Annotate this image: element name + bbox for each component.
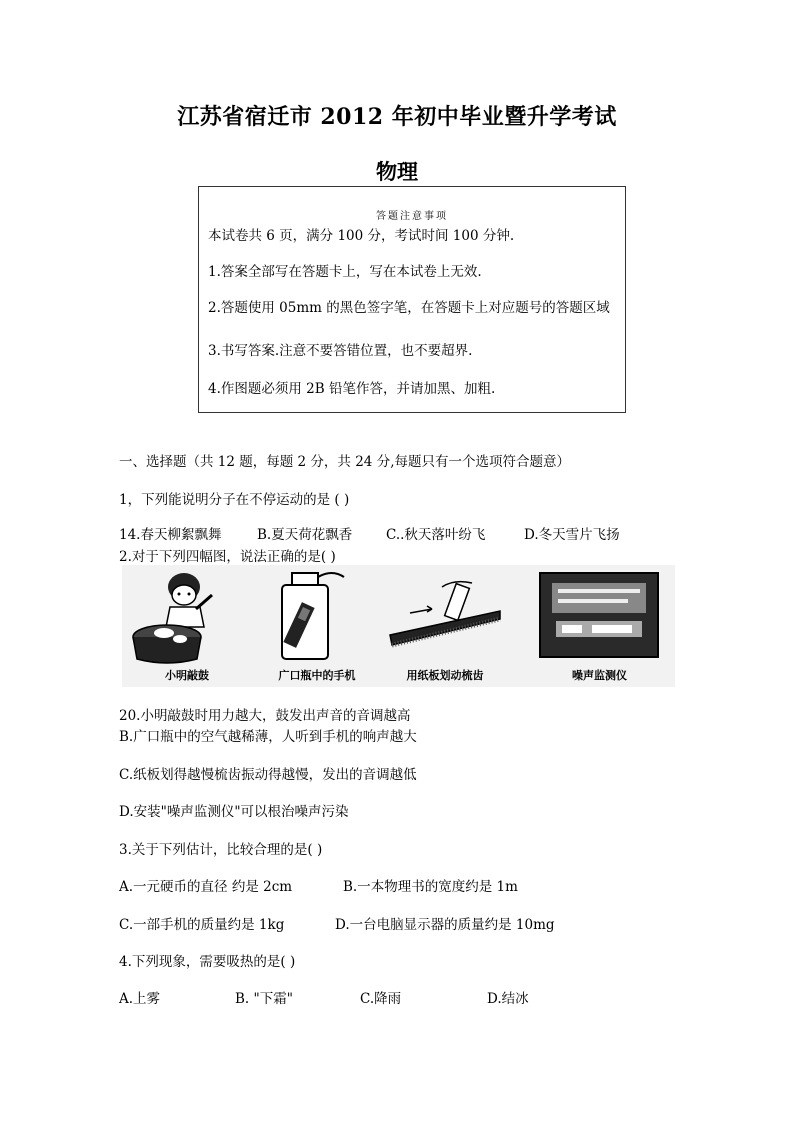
notice-box bbox=[198, 186, 626, 413]
notice-heading: 答题注意事项 bbox=[376, 211, 448, 222]
question-3-stem: 3.关于下列估计，比较合理的是( ) bbox=[119, 842, 323, 858]
q3-option-c: C.一部手机的质量约是 1kg bbox=[119, 917, 285, 933]
figure-comb bbox=[380, 565, 510, 687]
q1-option-a: 14.春天柳絮飘舞 bbox=[119, 527, 222, 543]
q3-option-b: B.一本物理书的宽度约是 1m bbox=[343, 879, 518, 895]
q2-option-d: D.安装"噪声监测仪"可以根治噪声污染 bbox=[119, 804, 349, 820]
notice-line: 3.书写答案.注意不要答错位置，也不要超界. bbox=[208, 343, 473, 359]
figure-caption: 广口瓶中的手机 bbox=[278, 669, 356, 682]
q2-option-a: 20.小明敲鼓时用力越大，鼓发出声音的音调越高 bbox=[119, 708, 411, 724]
q4-option-c: C.降雨 bbox=[360, 991, 402, 1007]
bottle-phone-icon bbox=[262, 565, 372, 665]
question-2-stem: 2.对于下列四幅图，说法正确的是( ) bbox=[119, 549, 336, 565]
noise-monitor-icon bbox=[532, 565, 667, 665]
q2-figure-strip bbox=[122, 565, 675, 687]
q1-option-b: B.夏天荷花飘香 bbox=[257, 527, 353, 543]
question-4-stem: 4.下列现象，需要吸热的是( ) bbox=[119, 954, 296, 970]
figure-caption: 用纸板划动梳齿 bbox=[406, 669, 484, 682]
notice-line: 4.作图题必须用 2B 铅笔作答，并请加黑、加粗. bbox=[208, 381, 496, 397]
figure-bottle bbox=[262, 565, 372, 687]
drum-boy-icon bbox=[122, 565, 252, 665]
figure-noise-monitor bbox=[532, 565, 667, 687]
figure-caption: 小明敲鼓 bbox=[165, 669, 209, 682]
figure-caption: 噪声监测仪 bbox=[572, 669, 627, 682]
q1-option-c: C..秋天落叶纷飞 bbox=[386, 527, 486, 543]
q4-option-b: B. "下霜" bbox=[235, 991, 293, 1007]
figure-drum bbox=[122, 565, 252, 687]
q1-option-d: D.冬天雪片飞扬 bbox=[524, 527, 620, 543]
notice-line: 1.答案全部写在答题卡上，写在本试卷上无效. bbox=[208, 264, 482, 280]
q4-option-d: D.结冰 bbox=[487, 991, 529, 1007]
q2-option-b: B.广口瓶中的空气越稀薄，人听到手机的响声越大 bbox=[119, 729, 417, 745]
q3-option-a: A.一元硬币的直径 约是 2cm bbox=[119, 879, 293, 895]
exam-title: 江苏省宿迁市 2012 年初中毕业暨升学考试 bbox=[177, 104, 617, 130]
question-1-stem: 1，下列能说明分子在不停运动的是 ( ) bbox=[119, 492, 350, 508]
section-heading: 一、选择题（共 12 题，每题 2 分，共 24 分,每题只有一个选项符合题意） bbox=[119, 454, 570, 470]
notice-line: 本试卷共 6 页，满分 100 分，考试时间 100 分钟. bbox=[208, 228, 515, 244]
notice-line: 2.答题使用 05mm 的黑色签字笔，在答题卡上对应题号的答题区域 bbox=[208, 300, 610, 316]
exam-subject: 物理 bbox=[376, 159, 418, 184]
q3-option-d: D.一台电脑显示器的质量约是 10mg bbox=[335, 917, 555, 933]
q4-option-a: A.上雾 bbox=[119, 991, 161, 1007]
q2-option-c: C.纸板划得越慢梳齿振动得越慢，发出的音调越低 bbox=[119, 767, 417, 783]
comb-icon bbox=[380, 565, 510, 665]
